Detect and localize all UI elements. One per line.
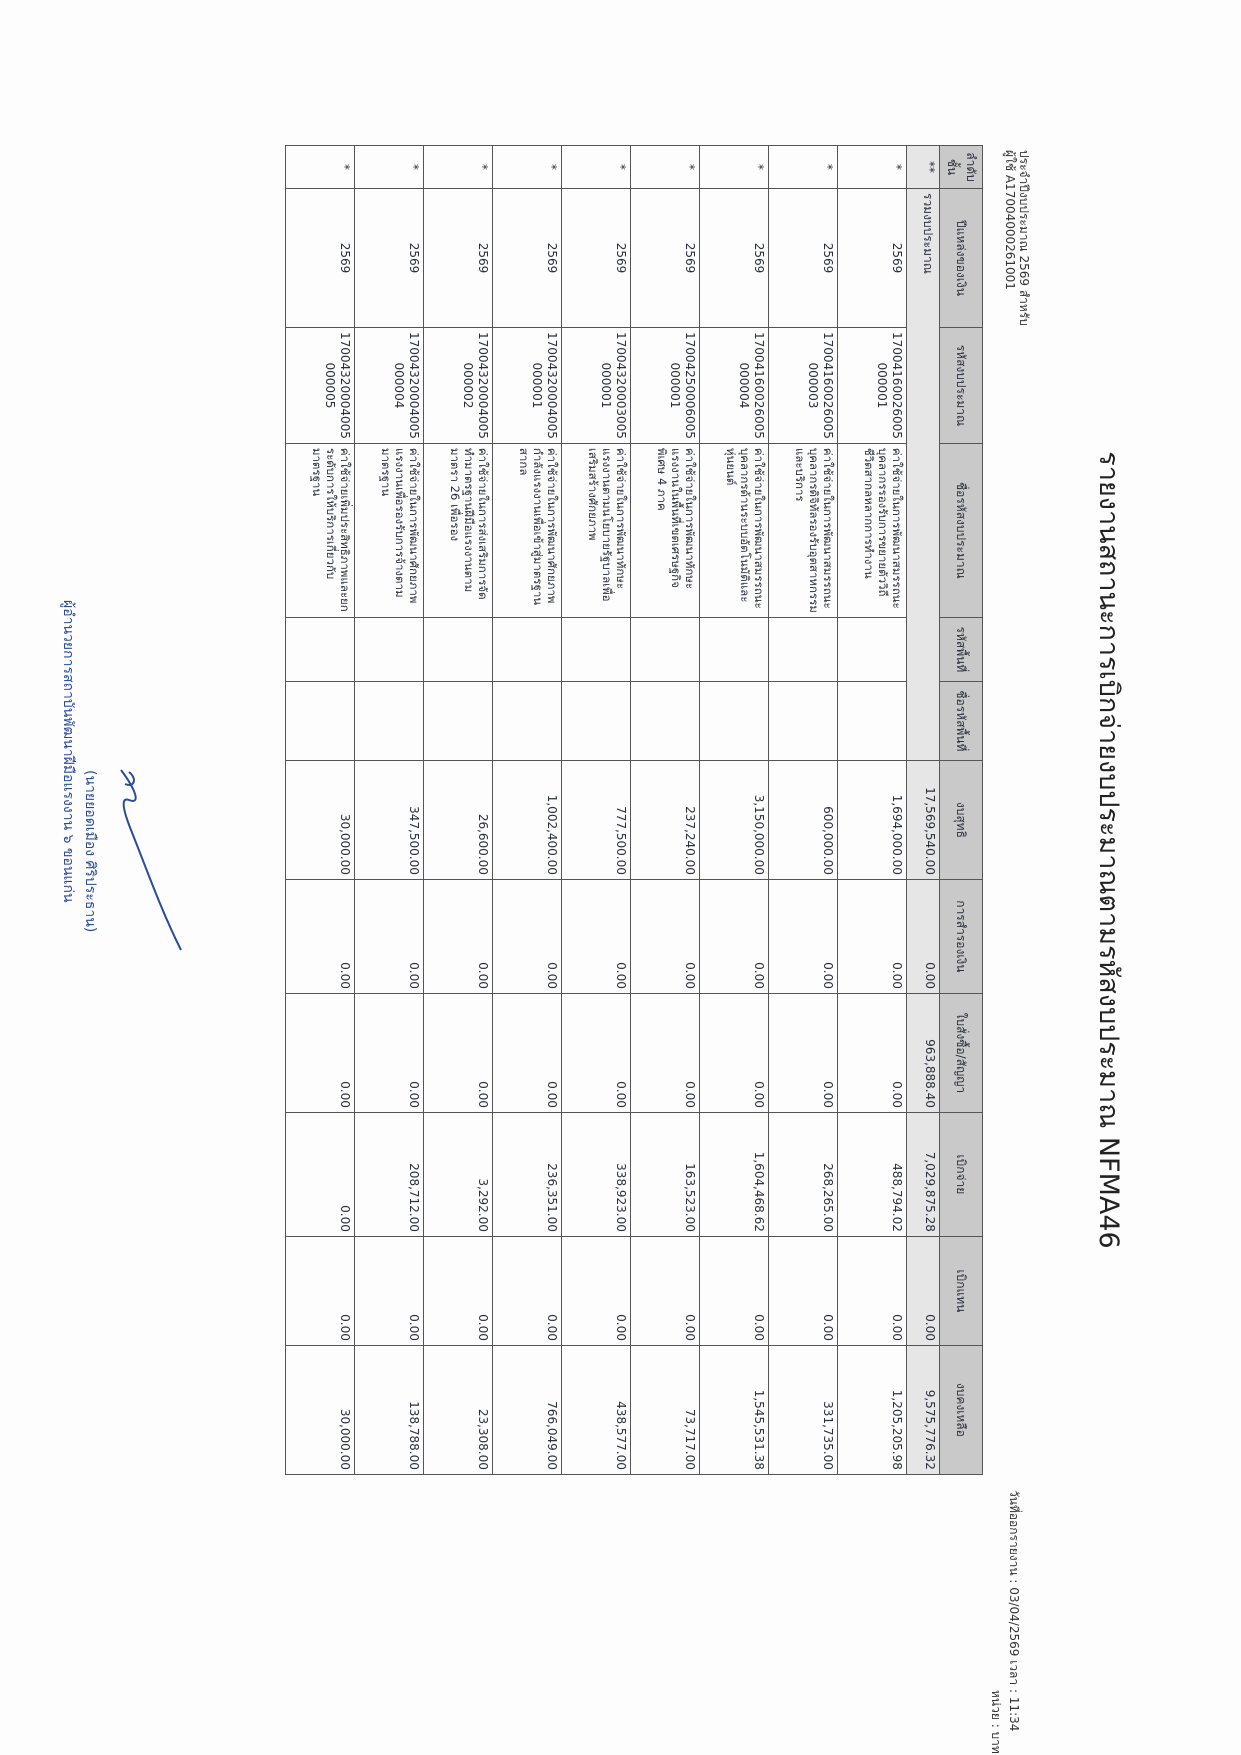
budget-code-part2: 000002 [461,362,475,409]
budget-code-part1: 17004250006005 [683,332,697,439]
budget-code-part1: 17004320003005 [614,332,628,439]
row-level: * [838,146,907,189]
row-budget-name: ค่าใช้จ่ายในการพัฒนาสมรรถนะบุคลากรรองรับการขยายตัววิถีชีวิตสากลหลากการทำงาน [838,443,907,617]
row-area-code [631,617,700,681]
row-budget-name: ค่าใช้จ่ายในการพัฒนาทักษะแรงงานตามนโยบายรัฐบาลเพื่อเสริมสร้างศักยภาพ [562,443,631,617]
row-year: 2569 [562,189,631,328]
report-title: รายงานสถานะการเบิกจ่ายงบประมาณตามรหัสงบประมาณ NFMA46 [1093,451,1124,1249]
row-area-code [286,617,355,681]
col-remaining: งบคงเหลือ [940,1345,983,1474]
row-disbursed: 236,351.00 [493,1112,562,1236]
table-header-row [940,146,983,1475]
row-disbursed: 1,604,468.62 [700,1112,769,1236]
row-reserve: 0.00 [700,879,769,993]
total-level: ** [907,146,940,189]
total-row [907,146,940,1475]
total-disbursed: 7,029,875.28 [907,1112,940,1236]
row-reserve: 0.00 [355,879,424,993]
total-remaining: 9,575,776.32 [907,1345,940,1474]
budget-code-part2: 000001 [875,362,889,409]
row-on-behalf: 0.00 [838,1236,907,1345]
row-area-code [562,617,631,681]
signature-mark [101,760,191,960]
row-area-name [631,681,700,760]
row-area-name [424,681,493,760]
row-area-code [838,617,907,681]
row-level: * [424,146,493,189]
row-budget-code [286,328,355,444]
total-budget: 17,569,540.00 [907,760,940,879]
total-on-behalf: 0.00 [907,1236,940,1345]
budget-code-part2: 000004 [737,362,751,409]
row-area-name [769,681,838,760]
row-budget-name: ค่าใช้จ่ายในการพัฒนาศักยภาพกำลังแรงงานเพื่อเข้าสู่มาตรฐานสากล [493,443,562,617]
table-row [769,146,838,1475]
total-label: รวมงบประมาณ [907,189,940,761]
col-year: ปีแหล่งของเงิน [940,189,983,328]
row-disbursed: 488,794.02 [838,1112,907,1236]
budget-code-part1: 17004160026005 [821,332,835,439]
row-budget-code [493,328,562,444]
row-remaining: 138,788.00 [355,1345,424,1474]
row-reserve: 0.00 [562,879,631,993]
budget-code-part2: 000001 [599,362,613,409]
row-net-budget: 237,240.00 [631,760,700,879]
row-level: * [631,146,700,189]
row-remaining: 73,717.00 [631,1345,700,1474]
row-po: 0.00 [562,993,631,1112]
row-year: 2569 [286,189,355,328]
row-disbursed: 208,712.00 [355,1112,424,1236]
row-year: 2569 [631,189,700,328]
row-net-budget: 600,000.00 [769,760,838,879]
budget-code-part2: 000001 [668,362,682,409]
row-reserve: 0.00 [769,879,838,993]
col-area-code: รหัสพื้นที่ [940,617,983,681]
row-area-name [286,681,355,760]
row-po: 0.00 [769,993,838,1112]
row-on-behalf: 0.00 [493,1236,562,1345]
row-po: 0.00 [355,993,424,1112]
row-area-code [424,617,493,681]
row-po: 0.00 [631,993,700,1112]
row-year: 2569 [493,189,562,328]
col-po: ใบสั่งซื้อ/สัญญา [940,993,983,1112]
row-on-behalf: 0.00 [355,1236,424,1345]
row-disbursed: 3,292.00 [424,1112,493,1236]
col-reserve: การสำรองเงิน [940,879,983,993]
row-remaining: 438,577.00 [562,1345,631,1474]
table-row [631,146,700,1475]
row-budget-code [562,328,631,444]
row-net-budget: 347,500.00 [355,760,424,879]
fiscal-year-line: ประจำปีงบประมาณ 2569 สำหรับ [1017,150,1031,326]
budget-code-part1: 17004160026005 [890,332,904,439]
row-net-budget: 30,000.00 [286,760,355,879]
col-budget-name: ชื่อรหัสงบประมาณ [940,443,983,617]
table-row [493,146,562,1475]
col-area-name: ชื่อรหัสพื้นที่ [940,681,983,760]
row-remaining: 23,308.00 [424,1345,493,1474]
row-remaining: 331,735.00 [769,1345,838,1474]
row-po: 0.00 [286,993,355,1112]
row-year: 2569 [769,189,838,328]
print-date: วันที่ออกรายงาน : 03/04/2569 เวลา : 11:34 [1007,1490,1021,1732]
row-budget-name: ค่าใช้จ่ายในการพัฒนาศักยภาพแรงงานเพื่อรองรับการจ้างตามมาตรฐาน [355,443,424,617]
col-disbursed: เบิกจ่าย [940,1112,983,1236]
row-budget-code [631,328,700,444]
budget-code-part2: 000004 [392,362,406,409]
col-level: ลำดับชั้น [940,146,983,189]
row-level: * [700,146,769,189]
row-reserve: 0.00 [631,879,700,993]
signer-position: ผู้อำนวยการสถาบันพัฒนาฝีมือแรงงาน ๖ ขอนแก่น [60,600,76,903]
row-year: 2569 [700,189,769,328]
table-row [424,146,493,1475]
row-year: 2569 [424,189,493,328]
row-net-budget: 777,500.00 [562,760,631,879]
row-level: * [355,146,424,189]
row-area-name [700,681,769,760]
row-remaining: 766,049.00 [493,1345,562,1474]
row-area-name [562,681,631,760]
row-on-behalf: 0.00 [700,1236,769,1345]
total-reserve: 0.00 [907,879,940,993]
row-on-behalf: 0.00 [562,1236,631,1345]
table-row [562,146,631,1475]
row-area-code [700,617,769,681]
row-year: 2569 [355,189,424,328]
row-area-code [769,617,838,681]
row-budget-code [700,328,769,444]
row-net-budget: 1,694,000.00 [838,760,907,879]
row-area-name [838,681,907,760]
row-on-behalf: 0.00 [769,1236,838,1345]
budget-code-part1: 17004320004005 [476,332,490,439]
row-budget-code [769,328,838,444]
row-area-code [355,617,424,681]
budget-code-part2: 000001 [530,362,544,409]
row-net-budget: 1,002,400.00 [493,760,562,879]
budget-table [285,145,983,1475]
row-year: 2569 [838,189,907,328]
signer-name: (นายยอดเมือง ศิริประธาน) [82,770,98,933]
row-area-name [355,681,424,760]
row-reserve: 0.00 [493,879,562,993]
col-budget-code: รหัสงบประมาณ [940,328,983,444]
row-budget-name: ค่าใช้จ่ายในการพัฒนาสมรรถนะบุคลากรดิจิทัลรองรับอุตสาหกรรมและบริการ [769,443,838,617]
row-disbursed: 268,265.00 [769,1112,838,1236]
row-on-behalf: 0.00 [631,1236,700,1345]
table-row [838,146,907,1475]
row-area-code [493,617,562,681]
table-row [286,146,355,1475]
row-reserve: 0.00 [286,879,355,993]
row-reserve: 0.00 [424,879,493,993]
table-row [700,146,769,1475]
row-po: 0.00 [424,993,493,1112]
row-budget-name: ค่าใช้จ่ายในการพัฒนาทักษะแรงงานในพื้นที่เขตเศรษฐกิจพิเศษ 4 ภาค [631,443,700,617]
row-budget-name: ค่าใช้จ่ายในการส่งเสริมการจัดทำมาตรฐานฝีมือแรงงานตามมาตรา 26 เพื่อรอง [424,443,493,617]
row-on-behalf: 0.00 [424,1236,493,1345]
row-budget-name: ค่าใช้จ่ายในการพัฒนาสมรรถนะบุคลากรด้านระบบอัตโนมัติและหุ่นยนต์ [700,443,769,617]
row-budget-name: ค่าใช้จ่ายเพิ่มประสิทธิภาพและยกระดับการให้บริการเกี่ยวกับมาตรฐาน [286,443,355,617]
row-level: * [562,146,631,189]
row-reserve: 0.00 [838,879,907,993]
row-budget-code [424,328,493,444]
row-net-budget: 26,600.00 [424,760,493,879]
row-remaining: 1,545,531.38 [700,1345,769,1474]
row-on-behalf: 0.00 [286,1236,355,1345]
table-row [355,146,424,1475]
row-disbursed: 0.00 [286,1112,355,1236]
budget-code-part2: 000005 [323,362,337,409]
row-level: * [493,146,562,189]
row-po: 0.00 [838,993,907,1112]
col-net-budget: งบสุทธิ [940,760,983,879]
budget-code-part2: 000003 [806,362,820,409]
row-budget-code [355,328,424,444]
row-disbursed: 338,923.00 [562,1112,631,1236]
row-po: 0.00 [700,993,769,1112]
budget-code-part1: 17004320004005 [545,332,559,439]
total-po: 963,888.40 [907,993,940,1112]
row-disbursed: 163,523.00 [631,1112,700,1236]
col-on-behalf: เบิกแทน [940,1236,983,1345]
user-line: ผู้ใช้ A17004000261001 [1003,150,1017,290]
row-level: * [769,146,838,189]
row-area-name [493,681,562,760]
row-remaining: 30,000.00 [286,1345,355,1474]
row-budget-code [838,328,907,444]
row-po: 0.00 [493,993,562,1112]
budget-code-part1: 17004320004005 [338,332,352,439]
budget-code-part1: 17004320004005 [407,332,421,439]
row-level: * [286,146,355,189]
row-remaining: 1,205,205.98 [838,1345,907,1474]
row-net-budget: 3,150,000.00 [700,760,769,879]
budget-code-part1: 17004160026005 [752,332,766,439]
currency-unit: หน่วย : บาท [989,1690,1003,1754]
